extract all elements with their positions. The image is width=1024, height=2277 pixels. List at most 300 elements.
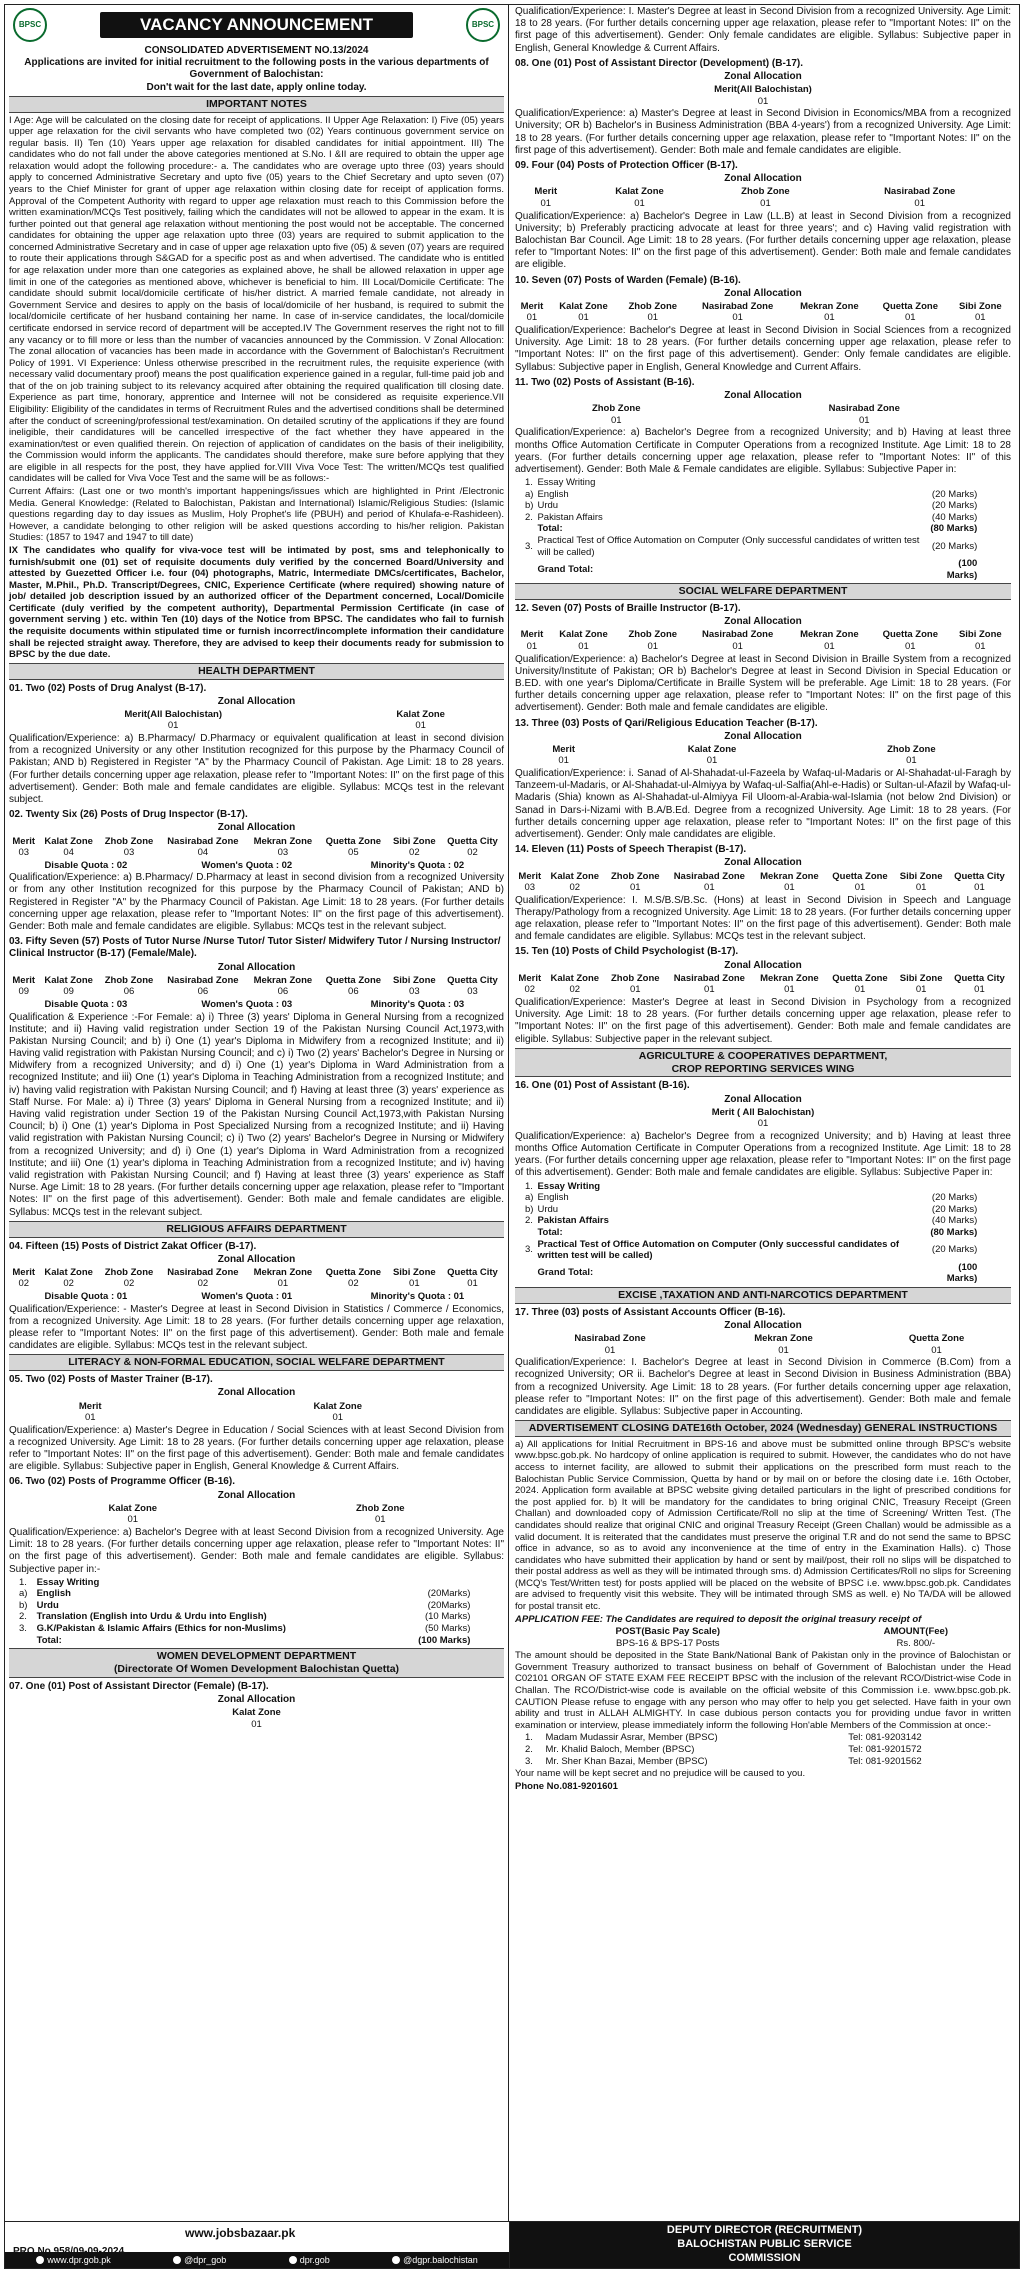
syllabus-marks: (20 Marks) [931,1192,978,1204]
syllabus-subject: G.K/Pakistan & Islamic Affairs (Ethics for non-Muslims) [36,1623,286,1635]
zone-count: 02 [467,847,478,859]
facebook-icon [289,2256,297,2264]
page-title: VACANCY ANNOUNCEMENT [100,12,413,39]
syllabus-num [17,1635,35,1647]
quota: Minority's Quota : 01 [370,1291,465,1303]
syllabus-subject: English [537,488,569,500]
post-details: Qualification/Experience: Bachelor's Degree at least in Second Division in Social Sciences from a recognized University. Age Limit: 18 to 28 years. (For further details concerning upper age relaxation, please refer to "Important Notes: II" on the first page of this advertisement). Gender: Only female candidates are eligible. Syllabus: Subjective paper in English, General Knowledge and Current Affairs. [515,325,1011,373]
secrecy-note: Your name will be kept secret and no prejudice will be caused to you. [515,1768,806,1780]
social-item[interactable] [173,2255,226,2266]
post-title: 10. Seven (07) Posts of Warden (Female) (B-16). [515,274,741,286]
syllabus-marks: (20 Marks) [931,540,978,552]
zonal-allocation-label: Zonal Allocation [724,70,802,82]
post-details: Qualification/Experience: a) B.Pharmacy/ D.Pharmacy at least in second division from a recognized University or from any other Institution recognized for this purpose by the Pharmacy Council of Pakistan; AND b) Registered in Register "A" by the Pharmacy Council of Pakistan. Age Limit: 18 to 28 years. (For further details concerning upper age relaxation, please refer to "Important Notes: II" on the first page of this advertisement). Gender: Both male and female candidates are eligible. Syllabus: MCQs test in the relevant subject. [9,872,504,933]
member-tel: Tel: 081-9203142 [848,1732,922,1744]
phone-number: Phone No.081-9201601 [515,1780,618,1792]
zone-count: 04 [63,847,74,859]
zone-name: Quetta City [954,870,1005,882]
agri-wing-name: CROP REPORTING SERVICES WING [671,1062,855,1075]
zone-count: 03 [18,847,30,859]
zonal-allocation-label: Zonal Allocation [217,822,296,834]
zonal-allocation-label: Zonal Allocation [724,616,802,628]
member-name: Madam Mudassir Asrar, Member (BPSC) [545,1732,718,1744]
zone-name: Sibi Zone [392,974,436,986]
twitter-icon [173,2256,181,2264]
syllabus-num: 3. [525,1244,533,1256]
zone-name: Sibi Zone [958,629,1002,641]
post-details: Qualification/Experience: a) Master's Degree in Education / Social Sciences with at least Second Division from a recognized University. Age Limit: 18 to 28 years. (For further details concerning upper age relaxation, please refer to "Important Notes: II" on the first page of this advertisement). Gender: Both male and female candidates are eligible. Syllabus: Subjective paper in English, General Knowledge & Current Affairs. [9,1424,504,1473]
zone-name: Merit(All Balochistan) [124,708,223,720]
syllabus-total: Total: [36,1634,62,1646]
zone-count: 02 [569,984,581,996]
zonal-allocation-label: Zonal Allocation [724,857,802,869]
post-details: Qualification/Experience: Master's Degree at least in Second Division in Psychology from a recognized University. Age Limit: 18 to 28 years. (For further details concerning upper age relaxation, please refer to "Important Notes: II" on the first page of this advertisement). Gender: Both male and female candidates are eligible. Syllabus: Subjective paper in the relevant subject. [515,997,1011,1045]
zone-name: Mekran Zone [754,1333,813,1344]
zone-count: 01 [974,882,985,894]
quota-row [9,1291,504,1303]
syllabus-subject: Urdu [36,1599,59,1611]
post-details: Qualification & Experience :-For Female: a) i) Three (3) years' Diploma in General Nursing from a recognized Institute; and ii) Having valid registration under Section 19 of the Pakistan Nursing Council Act,1973,with Pakistan Nursing Council; and b) i) One (1) year's Diploma in Midwifery from a recognized Institute; and ii) Having valid registration with Pakistan Nursing Council; and c) i) Two (2) years' Bachelor's Degree in Nursing or Midwifery from a recognized University; and d) i) One (1) year's Diploma in Ward Administration from a recognized Institute; and iii) One (1) year's Diploma in Teaching Administration from a recognized Institute; and iv) having valid registration with Pakistan Nursing Council; and f) Having at least three (3) years' experience as Staff Nurse. For Male: a) i) Three (3) years' Diploma in General Nursing from a recognized Institute; and ii) Having valid registration under Section 19 of the Pakistan Nursing Council Act,1973,with Pakistan Nursing Council; b) i) One (1) year's Diploma in Post Specialized Nursing from a recognized Institute; and ii) Having valid registration with Pakistan Nursing Council; c) i) Two (2) years' Bachelor's Degree in Nursing or Midwifery from a recognized University; and d) i) One (1) year's Diploma in Ward Administration from a recognized Institute; and iii) One (1) year's diploma in Teaching Administration from a recognized Institute; and iv) having valid registration with Pakistan Nursing Council; and f) Having at least three (3) years' experience as Staff Nurse. Age Limit: 18 to 28 years. (For further details concerning upper age relaxation, please refer to "Important Notes: II" on the first page of this advertisement). Gender: Both male and female candidates are eligible. Syllabus: MCQs test in the relevant subject. [9,1011,504,1218]
health-department-heading: HEALTH DEPARTMENT [9,663,504,680]
member-name: Mr. Khalid Baloch, Member (BPSC) [545,1743,695,1755]
signature-block [510,2222,1019,2268]
quota-row [9,860,504,872]
syllabus-num: 2. [525,1215,533,1227]
zone-count: 03 [409,986,420,998]
post-details: Qualification/Experience: i. Sanad of Al-Shahadat-ul-Fazeela by Wafaq-ul-Madaris or Al-Shahadat-ul-Faragh by Tanzeem-ul-Madaris, or Al-Shahadat-ul-Almiyya by Wafaq-ul-Salfia(Ahl-e-Hadis) or Sultan-ul-Afazil by Wafaq-ul-Madaris (Shia) known as Al-Shahadat-ul-Almiyya Fil Uloom-al-Arabia-wal-Islamia (not below 2nd Division) or Sanad in Dars-i-Nizami with B.A/B.Ed. Degree from a recognized University. Age Limit: 18 to 28 years. (For further details concerning upper age relaxation, please refer to "Important Notes: II" on the first page of this advertisement). Gender: Only male candidates are eligible. [515,768,1011,840]
zone-count: 01 [251,1718,262,1730]
deadline-reminder: Don't wait for the last date, apply online today. [146,81,367,93]
zone-name: Quetta City [447,1266,498,1278]
syllabus-num: 3. [525,540,533,552]
zonal-allocation-label: Zonal Allocation [724,959,802,971]
zone-table [9,975,504,998]
syllabus-subject: Urdu [537,1203,559,1215]
zone-name: Nasirabad Zone [702,629,774,641]
zone-count: 02 [524,984,536,996]
zone-name: Quetta Zone [325,974,382,986]
zone-name: Sibi Zone [392,1266,436,1278]
syllabus-num: b) [525,1203,534,1215]
zone-count: 01 [824,641,835,653]
zone-name: Sibi Zone [899,870,943,882]
zone-count: 06 [277,986,289,998]
agri-dept-name: AGRICULTURE & COOPERATIVES DEPARTMENT, [638,1049,888,1062]
syllabus-subject: Translation (English into Urdu & Urdu into English) [36,1611,267,1623]
syllabus-num: b) [525,500,534,512]
zone-name: Zhob Zone [591,403,641,415]
zone-name: Merit [12,974,36,986]
zone-name: Quetta Zone [882,300,938,312]
syllabus-total: Grand Total: [537,1267,594,1279]
zonal-allocation-label: Zonal Allocation [724,1319,802,1331]
zonal-allocation-label: Zonal Allocation [217,695,296,707]
syllabus-subject: Pakistan Affairs [537,511,603,523]
general-instructions-heading: ADVERTISEMENT CLOSING DATE16th October, 2024 (Wednesday) GENERAL INSTRUCTIONS [515,1420,1011,1437]
zone-count: 01 [854,882,866,894]
social-label: dpr.gob [299,2254,330,2265]
zone-table [515,1107,1011,1130]
zone-count: 02 [123,1278,135,1290]
zone-count: 01 [906,755,917,767]
women-directorate-name: (Directorate Of Women Development Balochistan Quetta) [113,1662,400,1675]
syllabus-marks: (10 Marks) [424,1611,471,1623]
zone-table [515,1333,1011,1356]
syllabus-num: 1. [525,477,533,489]
members-table [523,1732,979,1767]
quota: Women's Quota : 03 [201,998,293,1010]
zone-count: 01 [757,1118,769,1130]
post-details: Qualification/Experience: a) Bachelor's Degree from a recognized University; and b) Having at least three months Office Automation Certificate in Computer Operations from a recognized Institute. Age Limit: 18 to 28 years. (For further details concerning upper age relaxation, please refer to "Important Notes: II" on the first page of this advertisement). Gender: Both male and female candidates are eligible. Syllabus: Subjective Paper in: [515,1130,1011,1179]
zone-name: Quetta Zone [325,1266,382,1278]
zone-name: Merit ( All Balochistan) [711,1106,815,1118]
zone-name: Quetta City [447,974,498,986]
post-title: 07. One (01) Post of Assistant Director (Female) (B-17). [9,1680,269,1692]
zone-name: Kalat Zone [44,835,93,847]
zone-name: Merit [520,300,544,312]
zonal-allocation-label: Zonal Allocation [724,730,802,742]
syllabus-marks: (80 Marks) [930,1226,978,1238]
quota: Minority's Quota : 03 [370,998,465,1010]
zone-name: Nasirabad Zone [167,974,239,986]
zone-table [9,709,504,732]
zone-count: 01 [629,984,641,996]
zone-count: 01 [904,641,916,653]
syllabus-subject: Essay Writing [537,477,596,489]
zone-table [515,744,1011,767]
zone-name: Merit [534,186,558,198]
quota-row [9,999,504,1011]
syllabus-marks: (50 Marks) [424,1623,471,1635]
zone-count: 03 [123,847,135,859]
zonal-allocation-label: Zonal Allocation [724,389,802,401]
zone-name: Kalat Zone [687,743,737,755]
zone-table [9,1267,504,1290]
zone-count: 01 [578,641,589,653]
zone-table [515,973,1011,996]
zonal-allocation-label: Zonal Allocation [217,1693,296,1705]
syllabus-num: 1. [525,1180,533,1192]
zonal-allocation-label: Zonal Allocation [217,1387,296,1399]
zone-name: Kalat Zone [550,870,600,882]
syllabus-num [523,523,535,535]
post-details: Qualification/Experience: a) Bachelor's Degree from a recognized University; and b) Having at least three months Office Automation Certificate in Computer Operations from a recognized Institute. Age Limit: 18 to 28 years. (For further details concerning upper age relaxation, please refer to "Important Notes: II" of this advertisement). Gender: Both Male & Female candidates are eligible. Syllabus: Subjective Paper in: [515,427,1011,475]
zone-name: Nasirabad Zone [884,186,956,198]
syllabus-num [523,1262,535,1285]
zone-count: 01 [467,1278,478,1290]
post-title: 13. Three (03) Posts of Qari/Religious Education Teacher (B-17). [515,717,818,729]
social-item[interactable] [36,2255,111,2266]
zone-count: 01 [904,312,916,324]
zone-name: Kalat Zone [396,708,445,720]
application-fee-line: APPLICATION FEE: The Candidates are required to deposit the original treasury receipt of [515,1613,922,1625]
zone-name: Zhob Zone [741,186,790,198]
syllabus-num [523,1227,535,1239]
social-label: @dpr_gob [184,2254,227,2265]
literacy-department-heading: LITERACY & NON-FORMAL EDUCATION, SOCIAL WELFARE DEPARTMENT [9,1354,504,1371]
syllabus-num: 2. [19,1611,27,1623]
zone-name: Sibi Zone [899,972,943,984]
zone-name: Merit [78,1400,102,1412]
zone-count: 01 [332,1412,344,1424]
social-label: @dgpr.balochistan [403,2254,478,2265]
syllabus-table [523,1181,979,1285]
agriculture-heading [515,1048,1011,1078]
zone-name: Quetta Zone [832,972,888,984]
zone-name: Quetta Zone [325,835,382,847]
syllabus-marks [393,1577,473,1589]
syllabus-num: a) [525,1192,534,1204]
fee-table [515,1626,1011,1649]
post-details: Qualification/Experience: I. M.S/B.S/B.Sc. (Hons) at least in Second Division in Speech and Language Therapy/Pathology from a recognized University. Age Limit: 18 to 28 years. (For further details concerning upper age relaxation, please refer to "Important Notes: II" on the first page of this advertisement). Gender: Both male and female candidates are eligible. Syllabus: MCQs test in the relevant subject. [515,894,1011,943]
post-details: Qualification/Experience: a) Bachelor's Degree in Law (LL.B) at least in Second Division from a recognized University; b) Preferably practicing advocate at least for three years'; and c) Having valid registration with Balochistan Bar Council. Age Limit: 18 to 28 years. (For further details concerning upper age relaxation, please refer to "Important Notes: II" on the first page of this advertisement). Gender: Both male and female candidates are eligible. [515,210,1011,271]
post-title: 01. Two (02) Posts of Drug Analyst (B-17). [9,682,207,694]
post-details: Qualification/Experience: a) Bachelor's Degree with at least Second Division from a recognized University. Age Limit: 18 to 28 years. (For further details concerning upper age relaxation, please refer to "Important Notes: II" on the first page of this advertisement). Gender: Both male and female candidates are eligible. Syllabus: Subjective paper in:- [9,1526,504,1575]
zone-count: 02 [409,847,420,859]
zone-table [9,836,504,859]
zone-count: 01 [647,641,659,653]
zone-count: 01 [526,641,538,653]
zone-count: 06 [123,986,135,998]
fee-deposit-text: The amount should be deposited in the State Bank/National Bank of Pakistan only in the province of Balochistan or Government Treasury authorized to transact business on behalf of Government of Balochistan under the Head C02101 ORGAN OF STATE EXAM FEE RECEIPT BPSC with the inclusion of the relevant RCO/District-wise Code in Challan. The RCO/District-wise code is available on the official website of this Commission i.e. www.bpsc.gob.pk. CAUTION Please refuse to engage with any person who may offer to help you get selected. Have faith in your own ability and trust in ALLAH ALMIGHTY. In case dubious person contacts you for providing undue favor in written examination or interview, please immediately inform the following Hon'able Members of the Commission at once:- [515,1650,1011,1731]
zone-count: 02 [569,882,581,894]
right-column [511,5,1015,2222]
member-name: Mr. Sher Khan Bazai, Member (BPSC) [545,1755,708,1767]
zone-name: Kalat Zone [232,1707,281,1719]
syllabus-subject: English [537,1192,569,1204]
zone-name: Nasirabad Zone [828,403,900,415]
quota: Disable Quota : 02 [44,859,128,871]
syllabus-num: b) [19,1599,28,1611]
zone-name: Zhob Zone [104,835,154,847]
signatory-title: DEPUTY DIRECTOR (RECRUITMENT) [666,2224,863,2237]
syllabus-subject: Practical Test of Office Automation on Computer (Only successful candidates of written test will be called) [537,534,920,558]
zone-count: 04 [197,847,209,859]
consolidated-ad-number: CONSOLIDATED ADVERTISEMENT NO.13/2024 [144,45,369,56]
zone-count: 01 [558,755,569,767]
zone-count: 03 [524,882,536,894]
post-title: 08. One (01) Post of Assistant Director (Development) (B-17). [515,57,804,69]
zone-name: Sibi Zone [958,300,1002,312]
website-link[interactable]: www.jobsbazaar.pk [185,2226,296,2240]
syllabus-marks: (20 Marks) [931,500,978,512]
post-title: 03. Fifty Seven (57) Posts of Tutor Nurse /Nurse Tutor/ Tutor Sister/ Midwifery Tutor / Nursing Instructor/ Clinical Instructor (B-17) (Female/Male). [9,936,501,960]
bpsc-logo-left-icon: BPSC [13,8,47,42]
syllabus-marks [926,477,979,489]
social-item[interactable] [289,2255,330,2266]
zone-count: 01 [732,641,743,653]
zone-name: Zhob Zone [610,870,660,882]
zone-name: Nasirabad Zone [673,972,745,984]
zone-count: 01 [604,1344,616,1356]
zone-count: 01 [634,197,645,209]
syllabus-marks: (20 Marks) [931,1203,978,1215]
zone-count: 01 [914,197,925,209]
post-title: 05. Two (02) Posts of Master Trainer (B-17). [9,1374,213,1386]
zone-name: Zhob Zone [628,629,678,641]
zone-name: Merit [520,629,544,641]
zone-count: 01 [374,1514,386,1526]
zone-name: Mekran Zone [760,870,819,882]
zone-count: 03 [277,847,289,859]
important-notes-heading: IMPORTANT NOTES [9,96,504,113]
syllabus-num: 2. [525,511,533,523]
member-tel: Tel: 081-9201562 [848,1755,922,1767]
zone-name: Zhob Zone [104,974,154,986]
zone-count: 01 [277,1278,289,1290]
zone-table [515,301,1011,324]
zone-name: Kalat Zone [550,972,600,984]
zone-name: Merit [518,870,542,882]
post-title: 06. Two (02) Posts of Programme Officer (B-16). [9,1476,235,1488]
syllabus-subject: Pakistan Affairs [537,1215,609,1227]
member-tel: Tel: 081-9201572 [848,1743,922,1755]
syllabus-marks: (20Marks) [427,1588,471,1600]
invitation-text: Applications are invited for initial recruitment to the following posts in the various departments of Government of Balochistan: [24,57,489,81]
zone-count: 01 [760,197,771,209]
zone-table [515,186,1011,209]
zonal-allocation-label: Zonal Allocation [217,1253,296,1265]
zone-count: 01 [167,720,179,732]
zonal-allocation-label: Zonal Allocation [724,173,802,185]
zone-count: 01 [409,1278,420,1290]
zone-count: 02 [348,1278,359,1290]
zone-name: Nasirabad Zone [673,870,745,882]
syllabus-marks: (40 Marks) [931,511,978,523]
zone-count: 01 [127,1514,139,1526]
post-title: 04. Fifteen (15) Posts of District Zakat Officer (B-17). [9,1240,257,1252]
zone-name: Zhob Zone [104,1266,154,1278]
instagram-icon [392,2256,400,2264]
zone-count: 01 [526,312,538,324]
post-details: Qualification/Experience: a) B.Pharmacy/ D.Pharmacy or equivalent qualification at least in second division from a recognized University or any other Institution recognized for this purpose by the Pharmacy Council of Pakistan; AND b) Registered in Register "A" by the Pharmacy Council of Pakistan. Age Limit: 18 to 28 years. (For further details concerning upper age relaxation, please refer to "Important Notes: II" on the first page of this advertisement). Gender: Both male and female candidates are eligible. Syllabus: MCQs test in the relevant subject. [9,733,504,805]
women-dept-name: WOMEN DEVELOPMENT DEPARTMENT [156,1650,357,1663]
zone-name: Quetta City [447,835,498,847]
social-item[interactable] [392,2255,478,2266]
zone-name: Mekran Zone [253,974,313,986]
syllabus-marks: (20 Marks) [931,1244,978,1256]
viva-voce-topics: Current Affairs: (Last one or two month's important happenings/issues which are highlighted in Print /Electronic Media. General Knowledge: (Related to Balochistan, Pakistan and International) Islamic/Religious Studies: (Islamic questions regarding day to day issues as Muslim, Holy Prophet's life (PBUH) and period of Khulafa-e-Rashideen). However, a candidate belonging to other religion will be asked questions according to his/her religion. Pakistan Studies: (1857 to 1947 and 1947 to till date) [9,486,504,544]
quota: Women's Quota : 01 [201,1291,293,1303]
zone-count: 02 [18,1278,30,1290]
syllabus-table [523,477,979,581]
social-bar [5,2252,509,2268]
zone-name: Kalat Zone [313,1400,362,1412]
zone-name: Sibi Zone [392,835,436,847]
zone-count: 01 [915,984,927,996]
syllabus-total: Total: [537,523,563,535]
syllabus-num: 3. [19,1623,27,1635]
zone-table [515,871,1011,894]
zone-count: 01 [757,95,769,107]
left-column [5,5,509,2222]
syllabus-marks: (40 Marks) [931,1215,978,1227]
zone-name: Nasirabad Zone [574,1333,646,1344]
syllabus-marks: (100 Marks) [946,1261,978,1285]
zone-name: Quetta Zone [882,629,938,641]
footer-left [5,2222,510,2268]
member-num: 3. [525,1755,533,1767]
zone-count: 06 [348,986,359,998]
zone-count: 01 [704,882,715,894]
women-development-heading [9,1648,504,1678]
syllabus-marks: (80 Marks) [930,523,978,535]
zone-count: 06 [197,986,209,998]
zone-count: 01 [854,984,866,996]
zone-count: 02 [63,1278,74,1290]
globe-icon [36,2256,44,2264]
zone-count: 01 [732,312,743,324]
zone-name: Kalat Zone [559,300,608,312]
zone-count: 01 [915,882,927,894]
fee-header: AMOUNT(Fee) [883,1626,948,1638]
signatory-org: BALOCHISTAN PUBLIC SERVICE [677,2238,852,2251]
banner [9,5,504,45]
zone-name: Quetta City [954,972,1005,984]
zone-count: 01 [610,414,622,426]
syllabus-num: a) [19,1588,28,1600]
zone-name: Merit(All Balochistan) [714,84,812,96]
religious-affairs-heading: RELIGIOUS AFFAIRS DEPARTMENT [9,1221,504,1238]
zone-count: 02 [197,1278,209,1290]
zone-count: 03 [467,986,478,998]
important-notes-text: I Age: Age will be calculated on the closing date for receipt of applications. II Upper Age Relaxation: I) Five (05) years upper age relaxation for the civil servants who have completed two (02) Years continuous government service on regular basis. II) Ten (10) Years upper age relaxation for disabled candidates for initial appointment. III) The candidates who do not fall under the above categories mentioned at S.No. I &II are required to obtain the upper age relaxation would adopt the following procedure:- a. The candidates who are overage upto three (03) years should apply to concerned Administrative Secretary and upto five (05) years to the Chief Secretary and upto seven (07) years to the Chief Minister for grant of upper age relaxation within closing date for receipt of application forms. Approval of the Competent Authority with regard to upper age relaxation must reach to this Commission before the written examination/MCQs Test positively, failing which the candidates will not be allowed to appear in the exam. It is further pointed out that general age relaxation without mentioning the post would not be acceptable. The concerned candidates for obtaining the upper age relaxation upto three (03) years are required to submit application to the concerned Administrative Secretary and in case of upper age relaxation upto five (05) & seven (07) years are required to route their applications through S&GAD for a specific post as and when advertised. The candidate who is entitled for age relaxation under more than one categories as explained above, he shall be allowed relaxation in upper age limit in one of the categories as mentioned above, whichever is beneficial to him. III Local/Domicile Certificate: The candidate should submit local/domicile certificate of his/her district. A married female candidate, not already in Government Service and desires to apply on the basis of local/domicile of her husband, is required to submit the local/domicile certificate of her husband containing her name. In case of in-service candidates, the local/domicile certificate endorsed in service record of department will be accepted.IV The Government reserves the right not to fill any vacancy or to fill more or less than the number of vacancies announced by the Commission. V Zonal Allocation: The zonal allocation of vacancies has been made in accordance with the Government of Balochistan's Recruitment Policy of 1991. VI Experience: Unless otherwise prescribed in the recruitment rules, the requisite experience (with necessary valid documentary proof) means the post qualification experience gained in a regular, full-time paid job and that of the on job training subject to its relevancy acquired after obtaining the required qualification till closing date. Experience as part time, honorary, apprentice and Internee will not be considered as requisite experience.VII Eligibility: Eligibility of the candidates in terms of Recruitment Rules and the advertised conditions shall be determined after the conduct of screening/professional test/examination. On detailed scrutiny of the applications if they are found ineligible, their candidatures will be cancelled irrespective of the fact whether they have appeared in the examination/test or even qualified therein. On rejection of application of candidates on the basis of their ineligibility, the Commission would inform the applicants. The candidates should therefore, make sure before applying that they are eligible in all respects for the post, they have applied for.VIII Viva Voce Test: The written/MCQs test qualified candidates will be called for Viva Voce Test and the same will be as follows:- [9,114,504,485]
documents-note: IX The candidates who qualify for viva-voce test will be intimated by post, sms and telephonically to furnish/submit one (01) set of requisite documents duly verified by the concerned Board/University and attested by Guezetted Officer i.e. four (04) photographs, Matric, Intermediate DMCs/certificates, Bachelor, Master, M.Phil., Ph.D. Transcript/Degrees, CNIC, Experience Certificate (where required) showing nature of job/ detailed job description issued by an authorized officer of the Department concerned, Local/Domicile Certificate (duly verified by the competent authority), Departmental Permission Certificate (in case of government serving ) etc. within Ten (10) days of the Notice from BPSC. The candidates who fail to furnish the requisite documents within stipulated time or furnish incorrect/incomplete information their candidature shall be rejected straight away. Therefore, they are advised to keep their documents ready for submission to BPSC by the due date. [9,544,504,661]
zone-count: 01 [647,312,659,324]
syllabus-num [523,558,535,581]
zone-name: Zhob Zone [610,972,660,984]
quota: Disable Quota : 03 [44,998,128,1010]
zone-count: 09 [18,986,30,998]
syllabus-marks [928,1181,980,1193]
post-title: 17. Three (03) posts of Assistant Accounts Officer (B-16). [515,1306,786,1318]
zone-name: Zhob Zone [628,300,678,312]
zone-count: 01 [931,1344,942,1356]
fee-amount: Rs. 800/- [896,1637,936,1649]
syllabus-subject: Urdu [537,500,559,512]
post-title: 15. Ten (10) Posts of Child Psychologist (B-17). [515,946,739,958]
general-instructions-text: a) All applications for Initial Recruitment in BPS-16 and above must be submitted online through BPSC's website www.bpsc.gob.pk. No hardcopy of online application is required to submit. However, the candidates who do not have access to internet facility, are allowed to submit their applications on the prescribed form must reach to the Balochistan Public Service Commission, Quetta by hand or by mail on or before the closing date i.e. 16th October, 2024. Application form available at BPSC website giving detailed particulars in the light of prescribed conditions for the post applied for. b) It will be mandatory for the candidates to bring original CNIC, Treasury Receipt (Green Challan) and downloaded copy of Admission Certificate/Roll no slip at the time of Screening/ Written Test. (The candidates should realize that original CNIC and original Treasury Receipt (Green Challan) would be admissible as a valid document. It is reiterated that the candidates must preserve the original T.R and do not send the same to BPSC office in advance, so as to avoid any inconvenience at the time of entry in the Examination Halls). c) Those candidates who have submitted their application by hand or sent by mail/post, their roll no slips will be dispatched to their postal address as well as they will be intimated through sms. d) Admission Certificates/Roll no slips for Screening (MCQ's Test/Written test) for posts applied will be placed on the website of BPSC i.e. www.bpsc.gob.pk. Candidates are advised to frequently visit this website. They will be intimated through SMS as well. e) No TA/DA will be allowed for postal transit etc. [515,1438,1011,1612]
syllabus-num: a) [525,488,534,500]
zone-count: 01 [778,1344,789,1356]
syllabus-subject: Practical Test of Office Automation on Computer (Only successful candidates of written test will be called) [537,1238,900,1262]
zonal-allocation-label: Zonal Allocation [724,287,802,299]
zone-count: 09 [63,986,74,998]
zone-count: 01 [975,312,986,324]
post-details: Qualification/Experience: - Master's Degree at least in Second Division in Statistics / Commerce / Economics, from a recognized University. Age Limit: 18 to 28 years. (For further details concerning upper age relaxation, please refer to "Important Notes: II" on the first page of this advertisement). Gender: Both male and female candidates are eligible. Syllabus: MCQs test in the relevant subject. [9,1303,504,1352]
syllabus-table [17,1577,472,1646]
social-welfare-heading: SOCIAL WELFARE DEPARTMENT [515,583,1011,600]
zone-count: 01 [540,197,552,209]
fee-header: POST(Basic Pay Scale) [615,1626,721,1638]
post-title: 16. One (01) Post of Assistant (B-16). [515,1080,690,1092]
fee-post: BPS-16 & BPS-17 Posts [616,1637,720,1649]
syllabus-marks: (100 Marks) [946,558,978,581]
zone-count: 01 [415,720,426,732]
zone-count: 01 [629,882,641,894]
post-title: 12. Seven (07) Posts of Braille Instructor (B-17). [515,603,741,615]
member-num: 2. [525,1743,533,1755]
zone-name: Nasirabad Zone [167,1266,239,1278]
zone-name: Kalat Zone [44,974,93,986]
zone-name: Kalat Zone [44,1266,93,1278]
zone-name: Mekran Zone [800,300,859,312]
syllabus-marks: (20 Marks) [931,488,978,500]
post-title: 02. Twenty Six (26) Posts of Drug Inspector (B-17). [9,809,248,821]
zonal-allocation-label: Zonal Allocation [217,961,296,973]
zone-count: 01 [706,755,718,767]
zone-name: Kalat Zone [559,629,608,641]
